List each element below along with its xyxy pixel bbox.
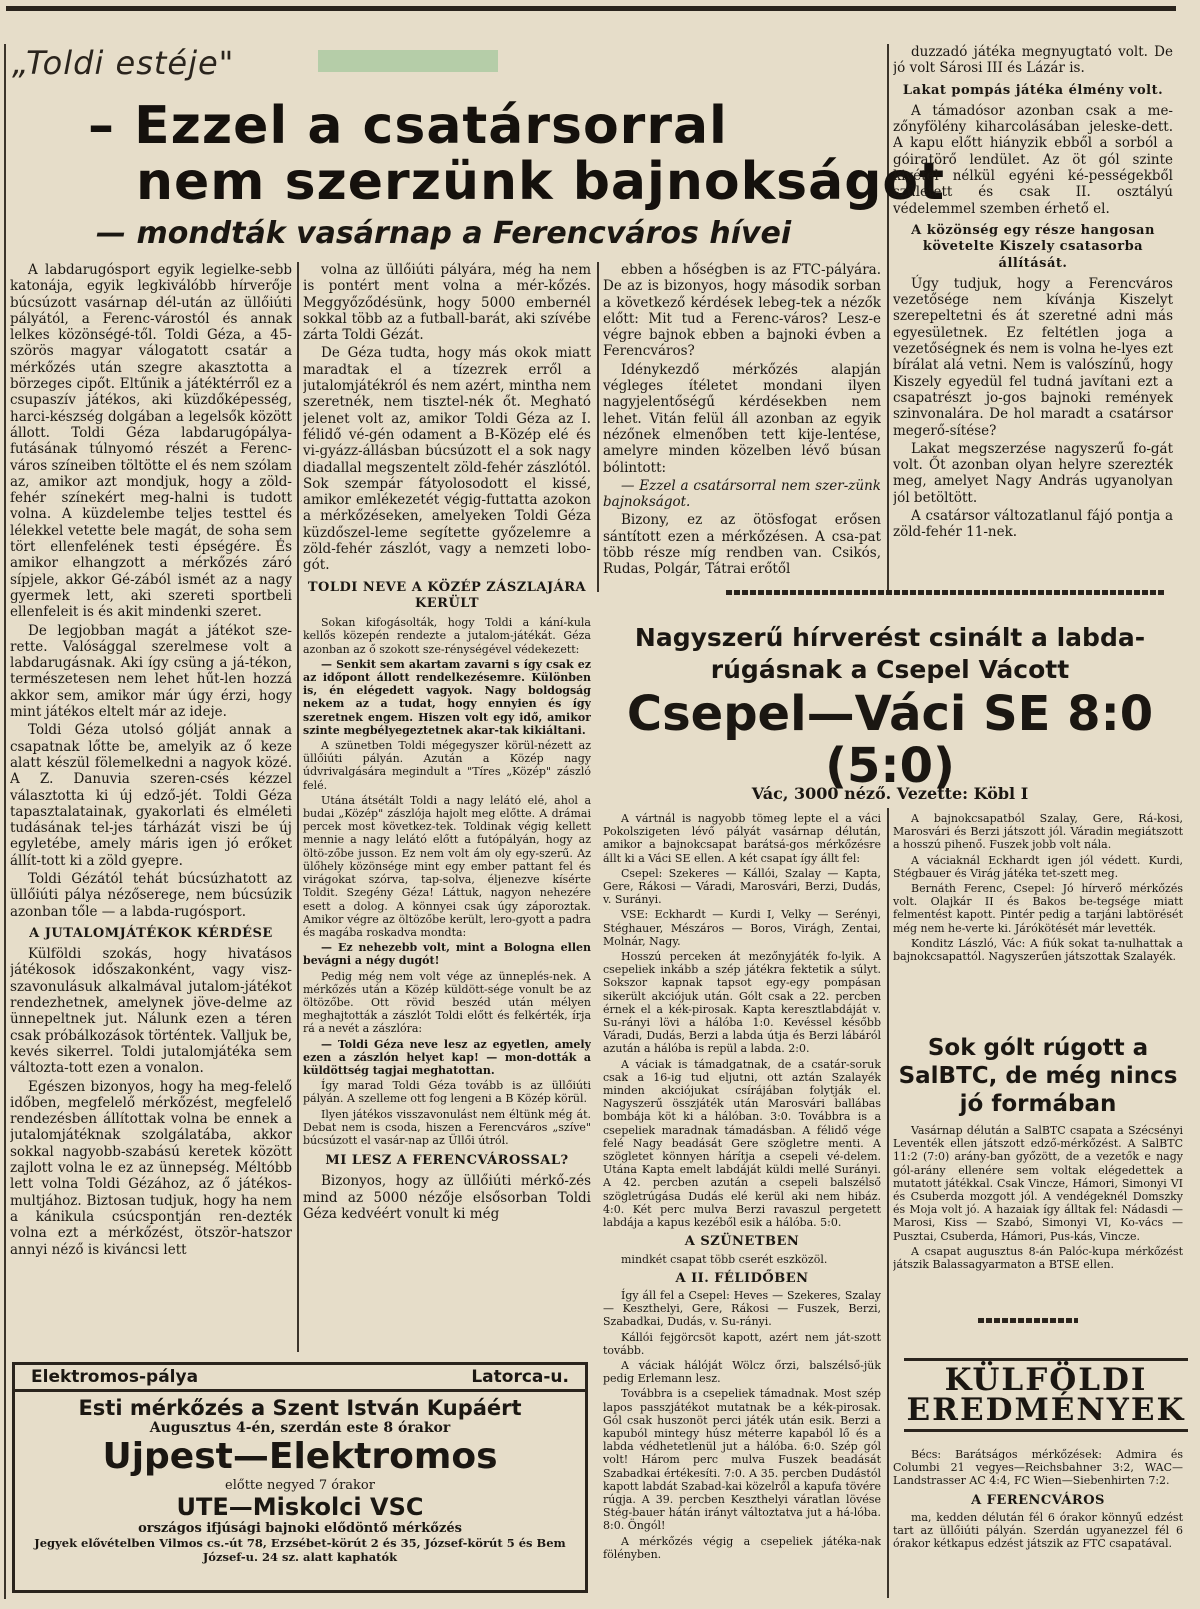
paragraph: Bizonyos, hogy az üllőiúti mérkő-zés mind az 5000 nézője elsősorban Toldi Géza kedvéért vonult ki még [303, 1173, 591, 1223]
salbtc-headline: Sok gólt rúgott a SalBTC, de még nincs jó formában [898, 1035, 1178, 1117]
paragraph: Csepel: Szekeres — Kállói, Szalay — Kapta, Gere, Rákosi — Váradi, Marosvári, Berzi, Dudás, v. Surányi. [603, 866, 881, 907]
article-column-2 [303, 262, 591, 1352]
kicker: „Toldi estéje" [12, 44, 235, 82]
green-highlight [318, 50, 498, 72]
match-advertisement [12, 1362, 588, 1593]
column-rule [597, 262, 599, 592]
paragraph: duzzadó játéka megnyugtató volt. De jó volt Sárosi III és Lázár is. [893, 44, 1173, 77]
paragraph: Úgy tudjuk, hogy a Ferencváros vezetősége nem kívánja Kiszelyt szerepeltetni és át szeretné adni más egyesületnek. Ez feltétlen joga a vezetőségnek és nem is volna he-lyes ezt bírálat alá vetni. Nem is valószínű, hogy Kiszely egyedül fel tudná javítani ezt a csapatrészt jo-gos bajnoki remények szinvonalára. De hol maradt a csatársor megerő-sítése? [893, 275, 1173, 439]
paragraph: volna az üllőiúti pályára, még ha nem is pontért ment volna a mér-kőzés. Meggyőződésünk, hogy 5000 embernél sokkal több az a futball-barát, aki szívébe zárta Toldi Gézát. [303, 262, 591, 344]
ad-venue-left: Elektromos-pálya [31, 1367, 199, 1387]
section-heading: A FERENCVÁROS [971, 1492, 1105, 1508]
quote: — Ezzel a csatársorral nem szer-zünk bajnokságot. [603, 477, 881, 511]
article-column-1 [10, 262, 292, 1352]
paragraph: Utána átsétált Toldi a nagy lelátó elé, ahol a budai „Közép" zászlója hajolt meg előtte. A drámai percek most következ-tek. Toldinak végig kellett mennie a nagy lelátó előtt a futópályán, hogy az öltö-zőbe jusson. Ez nem volt ám oly egy-szerű. Az ülőhely közönsége mint egy ember pattant fel és virágokat szórva, tap-solva, éljenezve kísérte Toldit. Szegény Géza! Láttuk, nagyon nehezére esett a dolog. A könnyei csak úgy záporoztak. Amikor végre az öltözőbe került, lero-gyott a padra és magába roskadva mondta: [303, 793, 591, 939]
paragraph: Konditz László, Vác: A fiúk sokat ta-nulhattak a bajnokcsapattól. Nagyszerűen játszottak Szalayék. [893, 936, 1183, 964]
paragraph: A vártnál is nagyobb tömeg lepte el a váci Pokolszigeten lévő pályát vasárnap délután, amikor a bajnokcsapat barátsá-gos mérkőzésre állt ki a Váci SE ellen. A két csapat így állt fel: [603, 812, 881, 865]
paragraph: A csapat augusztus 8-án Palóc-kupa mérkőzést játszik Balassagyarmaton a BTSE ellen. [893, 1244, 1183, 1272]
paragraph: A váciak is támadgatnak, de a csatár-soruk csak a 16-ig tud eljutni, ott aztán Szalayék minden akciójukat csírájában folytják el. Nagyszerű összjáték után Marosvári ballábas bombája köt ki a hálóban. 3:0. Továbbra is a csepeliek maradnak támadásban. A félidő vége felé Nagy beadását Gere szögletre menti. A szögletet könnyen hárítja a csepeli vé-delem. Utána Kapta emelt labdáját küldi mellé Surányi. A 42. percben azután a csepeli balszélső szögletrúgása Dudás elé kerül aki nem hibáz. 4:0. Két perc mulva Berzi ravaszul pergetett labdája a kapus kezéből esik a hálóba. 5:0. [603, 1057, 881, 1230]
foreign-results-heading: KÜLFÖLDI EREDMÉNYEK [904, 1358, 1188, 1432]
csepel-kicker: Nagyszerű hírverést csinált a labda-rúgásnak a Csepel Vácott [634, 623, 1146, 684]
headline-line-2: nem szerzünk bajnokságot [136, 152, 946, 212]
section-heading: A II. FÉLIDŐBEN [675, 1270, 809, 1286]
paragraph: Így áll fel a Csepel: Heves — Szekeres, Szalay — Keszthelyi, Gere, Rákosi — Fuszek, Berzi, Szabadkai, Dudás, v. Su-rányi. [603, 1288, 881, 1329]
paragraph: Így marad Toldi Géza tovább is az üllőiúti pályán. A szelleme ott fog lengeni a B Közép körül. [303, 1079, 591, 1106]
quote: — Toldi Géza neve lesz az egyetlen, amely ezen a zászlón helyet kap! — mon-dották a küldöttség tagjai meghatottan. [303, 1037, 591, 1077]
ad-main-match: Ujpest—Elektromos [102, 1436, 498, 1477]
paragraph: Külföldi szokás, hogy hivatásos játékosok időszakonként, vagy visz-szavonulásuk alkalmával jutalom-játékot rendezhetnek, amelynek jöve-delme az ünnepeltnek jut. Nálunk ezen a téren csak próbálkozások történtek. Valljuk be, kevés sikerrel. Toldi jutalomjátéka sem változta-tott ezen a vonalon. [10, 946, 292, 1077]
paragraph: Kállói fejgörcsöt kapott, azért nem ját-szott tovább. [603, 1330, 881, 1357]
section-heading: TOLDI NEVE A KÖZÉP ZÁSZLAJÁRA KERÜLT [307, 579, 587, 611]
article-column-4 [893, 44, 1173, 592]
csepel-score-title: Csepel—Váci SE 8:0 (5:0) [626, 686, 1154, 794]
ad-pre-match: UTE—Miskolci VSC [176, 1493, 424, 1521]
article-column-3 [603, 262, 881, 592]
ad-ticket-info: Jegyek elővételben Vilmos cs.-út 78, Erzsébet-körút 2 és 35, József-körút 5 és Bem József-u. 24 sz. alatt kaphatók [34, 1536, 566, 1564]
section-heading: A JUTALOMJÁTÉKOK KÉRDÉSE [29, 925, 273, 941]
ad-event-date: Augusztus 4-én, szerdán este 8 órakor [149, 1420, 451, 1436]
section-divider [978, 1318, 1078, 1323]
section-heading: Lakat pompás játéka élmény volt. [902, 82, 1164, 98]
paragraph: Toldi Gézától tehát búcsúzhatott az üllőiúti pálya nézőserege, nem búcsúzik azonban tőle — a labda-rugósport. [10, 870, 292, 920]
headline-line-1: – Ezzel a csatársorral [88, 96, 728, 156]
paragraph: ebben a hőségben is az FTC-pályára. De az is bizonyos, hogy második sorban a következő kérdések lebeg-tek a nézők előtt: Mit tud a Ferenc-város? Lesz-e végre bajnok ebben a bajnoki évben a Ferencváros? [603, 262, 881, 360]
paragraph: Vasárnap délután a SalBTC csapata a Szécsényi Leventék ellen játszott edző-mérkőzést. A SalBTC 11:2 (7:0) arány-ban győzött, de a vezetők e nagy gól-arány ellenére sem voltak elégedettek a mutatott játékkal. Csak Vincze, Hámori, Simonyi VI és Csuberda mozgott jól. A vendégeknél Domszky és Moja volt jó. A hazaiak így álltak fel: Nádasdi — Marosi, Kiss — Szabó, Simonyi VI, Ko-vács — Pusztai, Csuberda, Hámori, Pus-kás, Vincze. [893, 1124, 1183, 1243]
quote: — Senkit sem akartam zavarni s így csak ez az időpont állott rendelkezésemre. Különben is, én elégedett vagyok. Nagy boldogság nekem az a tudat, hogy ennyien és így szeretnek engem. Hiszen volt egy idő, amikor szinte megbélyegeztetnek akar-tak kikiáltani. [303, 657, 591, 737]
quote: — Ez nehezebb volt, mint a Bologna ellen bevágni a négy dugót! [303, 941, 591, 968]
paragraph: A váciak hálóját Wölcz őrzi, balszélső-jük pedig Erlemann lesz. [603, 1358, 881, 1386]
paragraph: De legjobban magát a játékot sze-rette. Valósággal szerelmese volt a labdarugásnak. Aki így csüng a já-tékon, természetesen nem lehet hűt-len hozzá akkor sem, amikor már úgy érzi, hogy mint játékos eltelt már az ideje. [10, 622, 292, 721]
paragraph: Bernáth Ferenc, Csepel: Jó hírverő mérkőzés volt. Olajkár II és Bakos be-tegsége miatt felmentést kapott. Pintér pedig a tarjáni labtörését még nem he-verte ki. Járókötését már levették. [893, 882, 1183, 935]
headline-subtitle: — mondták vasárnap a Ferencváros hívei [96, 216, 792, 251]
paragraph: Sokan kifogásolták, hogy Toldi a kání-kula kellős közepén rendezte a jutalom-játékát. Géza azonban az ő szokott sze-rénységével védekezett: [303, 616, 591, 656]
paragraph: Hosszú perceken át mezőnyjáték fo-lyik. A csepeliek inkább a szép játékra fektetik a súlyt. Sokszor kapnak tapsot egy-egy pompásan sikerült akciójuk után. Gólt csak a 22. percben érnek el a kék-pirosak. Kapta keresztlabdáját v. Su-rányi lövi a hálóba 1:0. Kevéssel később Váradi, Dudás, Berzi a labda útja és Berzi lábáról azután a hálóba is repül a labda. 2:0. [603, 950, 881, 1056]
paragraph: Bécs: Barátságos mérkőzések: Admira és Columbi 21 vegyes—Reichsbahner 3:2, WAC—Landstrasser AC 4:4, FC Wien—Siebenhirten 7:2. [893, 1448, 1183, 1488]
ad-pre-match-time: előtte negyed 7 órakor [225, 1478, 375, 1493]
paragraph: A labdarugósport egyik legielke-sebb katonája, egyik legkiválóbb hírverője búcsúzott vasárnap dél-után az üllőiúti pályától, a Ferenc-várostól és annak lelkes közönségé-től. Toldi Géza, a 45-szörös magyar válogatott csatár a mérkőzés után szegre akasztotta a börzeges cipőt. Eltűnik a játéktérről ez a csupaszív játékos, aki küzdőképesség, harci-készség dolgában a legelsők között állott. Toldi Géza labdarugópálya-futásának túlnyomó részét a Ferenc-város színeiben töltötte el és nem szólam az, amikor azt mondjuk, hogy a zöld-fehér színekért meg-halni is tudott volna. A küzdelembe teljes testtel és lélekkel vetette bele magát, de soha sem tört ellenfelének testi épségére. És amikor elhangzott a mérkőzés záró sípjele, akkor Gé-zából ismét az a nagy gyermek lett, aki szereti sportbeli ellenfeleit is és akit mindenki szeret. [10, 262, 292, 621]
paragraph: De Géza tudta, hogy más okok miatt maradtak el a tízezrek erről a jutalomjátékról és nem azért, mintha nem szeretnék, nem tisztel-nék őt. Megható jelenet volt az, amikor Toldi Géza az I. félidő vé-gén odament a B-Közép elé és vi-gyázz-állásban búcsúzott el a sok nagy diadallal megszentelt zöld-fehér zászlótól. Sok szempár fátyolosodott el kissé, amikor emlékezetét végig-futtatta azokon a mérkőzéseken, amelyeken Toldi Géza küzdőszel-leme segítette győzelemre a zöld-fehér zászlót, vagy a nemzeti lobo-gót. [303, 345, 591, 574]
paragraph: Toldi Géza utolsó gólját annak a csapatnak lőtte be, amelyik az ő keze alatt készül fölemelkedni a nagyok közé. A Z. Danuvia szeren-csés kézzel választotta ki új edző-jét. Toldi Géza tapasztalatainak, gyakorlati és elméleti tudásának tel-jes tárházát viszi be új egyletébe, amely máris igen jó erőket állít-tott ki a zöld gyepre. [10, 722, 292, 869]
column-rule [887, 44, 889, 592]
csepel-column-left [603, 812, 881, 1600]
foreign-results-article [893, 1448, 1183, 1600]
top-border [6, 6, 1176, 11]
column-rule [297, 262, 299, 1352]
paragraph: A mérkőzés végig a csepeliek játéka-nak fölényben. [603, 1534, 881, 1561]
paragraph: Idénykezdő mérkőzés alapján végleges ítéletet mondani ilyen nagyjelentőségű kérdésekben nem lehet. Vitán felül áll azonban az egyik nézőnek elmenőben tett kije-lentése, amelyre minden közelben lévő búsan bólintott: [603, 361, 881, 476]
csepel-column-right [893, 812, 1183, 1024]
paragraph: ma, kedden délután fél 6 órakor könnyű edzést tart az üllőiúti pályán. Szerdán ugyanezzel fél 6 órakor kétkapus edzést játszik az FTC csapatával. [893, 1510, 1183, 1551]
ad-venue-row [15, 1365, 585, 1392]
paragraph: Bizony, ez az ötösfogat erősen sántított ezen a mérkőzésen. A csa-pat több része míg rendben van. Csikós, Rudas, Polgár, Tátrai erőtől [603, 512, 881, 578]
ad-event-title: Esti mérkőzés a Szent István Kupáért [78, 1396, 522, 1420]
paragraph: VSE: Eckhardt — Kurdi I, Velky — Serényi, Stéghauer, Mészáros — Boros, Virágh, Zentai, Molnár, Nagy. [603, 908, 881, 948]
paragraph: Lakat megszerzése nagyszerű fo-gát volt. Őt azonban olyan helyre szerezték meg, amelyet Nagy András ugyanolyan jól betöltött. [893, 440, 1173, 506]
section-heading: A közönség egy része hangosan követelte Kiszely csatasorba állítását. [911, 222, 1155, 271]
paragraph: A csatársor változatlanul fájó pontja a zöld-fehér 11-nek. [893, 508, 1173, 541]
csepel-venue: Vác, 3000 néző. Vezette: Köbl I [751, 784, 1029, 803]
paragraph: Pedig még nem volt vége az ünneplés-nek. A mérkőzés után a Közép küldött-sége vonult be az öltözőbe. Ott rövid beszéd után mélyen meghajtották a zászlót Toldi előtt és felkérték, írja rá a nevét a zászlóra: [303, 969, 591, 1036]
paragraph: A támadósor azonban csak a me-zőnyfölény kiharcolásában jeleske-dett. A kapu előtt hiányzik ebből a sorból a góiratörő lendület. Az öt gól szinte kivétel nélkül egyéni ké-pességekből született és csak II. osztályú védelemmel szemben érhető el. [893, 102, 1173, 217]
column-rule [887, 808, 889, 1598]
ad-pre-match-desc: országos ifjúsági bajnoki elődöntő mérkőzés [138, 1521, 462, 1536]
paragraph: A váciaknál Eckhardt igen jól védett. Kurdi, Stégbauer és Virág játéka tet-szett meg. [893, 853, 1183, 880]
paragraph: Továbbra is a csepeliek támadnak. Most szép lapos passzjátékot mutatnak be a kék-pirosak. Gól csak huszonöt perci játék után esik. Berzi a kapuból mintegy húsz méterre kapaból lő és a labda védhetetlenül jut a hálóba. 6:0. Szép gól volt! Három perc mulva Fuszek beadását Szabadkai értékesíti. 7:0. A 35. percben Dudástól kapott labdát Szabad-kai közelről a kapufa tövére rúgja. A 39. percben Keszthelyi váratlan lövése Stég-bauer hátán irányt változtatva jut a há-lóba. 8:0. Öngól! [603, 1387, 881, 1533]
ad-venue-right: Latorca-u. [471, 1367, 569, 1387]
salbtc-article [893, 1124, 1183, 1314]
paragraph: Egészen bizonyos, hogy ha meg-felelő időben, megfelelő mérkőzést, megfelelő rendezésben állítottak volna be ennek a jutalomjátéknak szolgálatába, akkor sokkal nagyobb-szabású keretek között zajlott volna le ez az ünnepség. Méltóbb lett volna Toldi Gézához, az ő játékos-multjához. Biztosan tudjuk, hogy ha nem a kánikula csúcspontján ren-dezték volna ezt a mérkőzést, ötször-hatszor annyi néző is kiváncsi lett [10, 1078, 292, 1258]
section-heading: A SZÜNETBEN [684, 1234, 800, 1250]
paragraph: A szünetben Toldi mégegyszer körül-nézett az üllőiúti pályán. Azután a Közép nagy údvrivalgására megindult a "Tíres „Közép" zászló felé. [303, 739, 591, 792]
paragraph: A bajnokcsapatból Szalay, Gere, Rá-kosi, Marosvári és Berzi játszott jól. Váradin megiátszott a hosszú pihenő. Fuszek jobb volt nála. [893, 812, 1183, 852]
paragraph: mindkét csapat több cserét eszközöl. [621, 1252, 828, 1266]
section-heading: MI LESZ A FERENCVÁROSSAL? [325, 1153, 569, 1169]
column-rule [4, 44, 6, 1599]
paragraph: Ilyen játékos visszavonulást nem éltünk még át. Debat nem is csoda, hiszen a Ferencváros „szíve" búcsúzott el vasár-nap az Üllői útról. [303, 1107, 591, 1147]
